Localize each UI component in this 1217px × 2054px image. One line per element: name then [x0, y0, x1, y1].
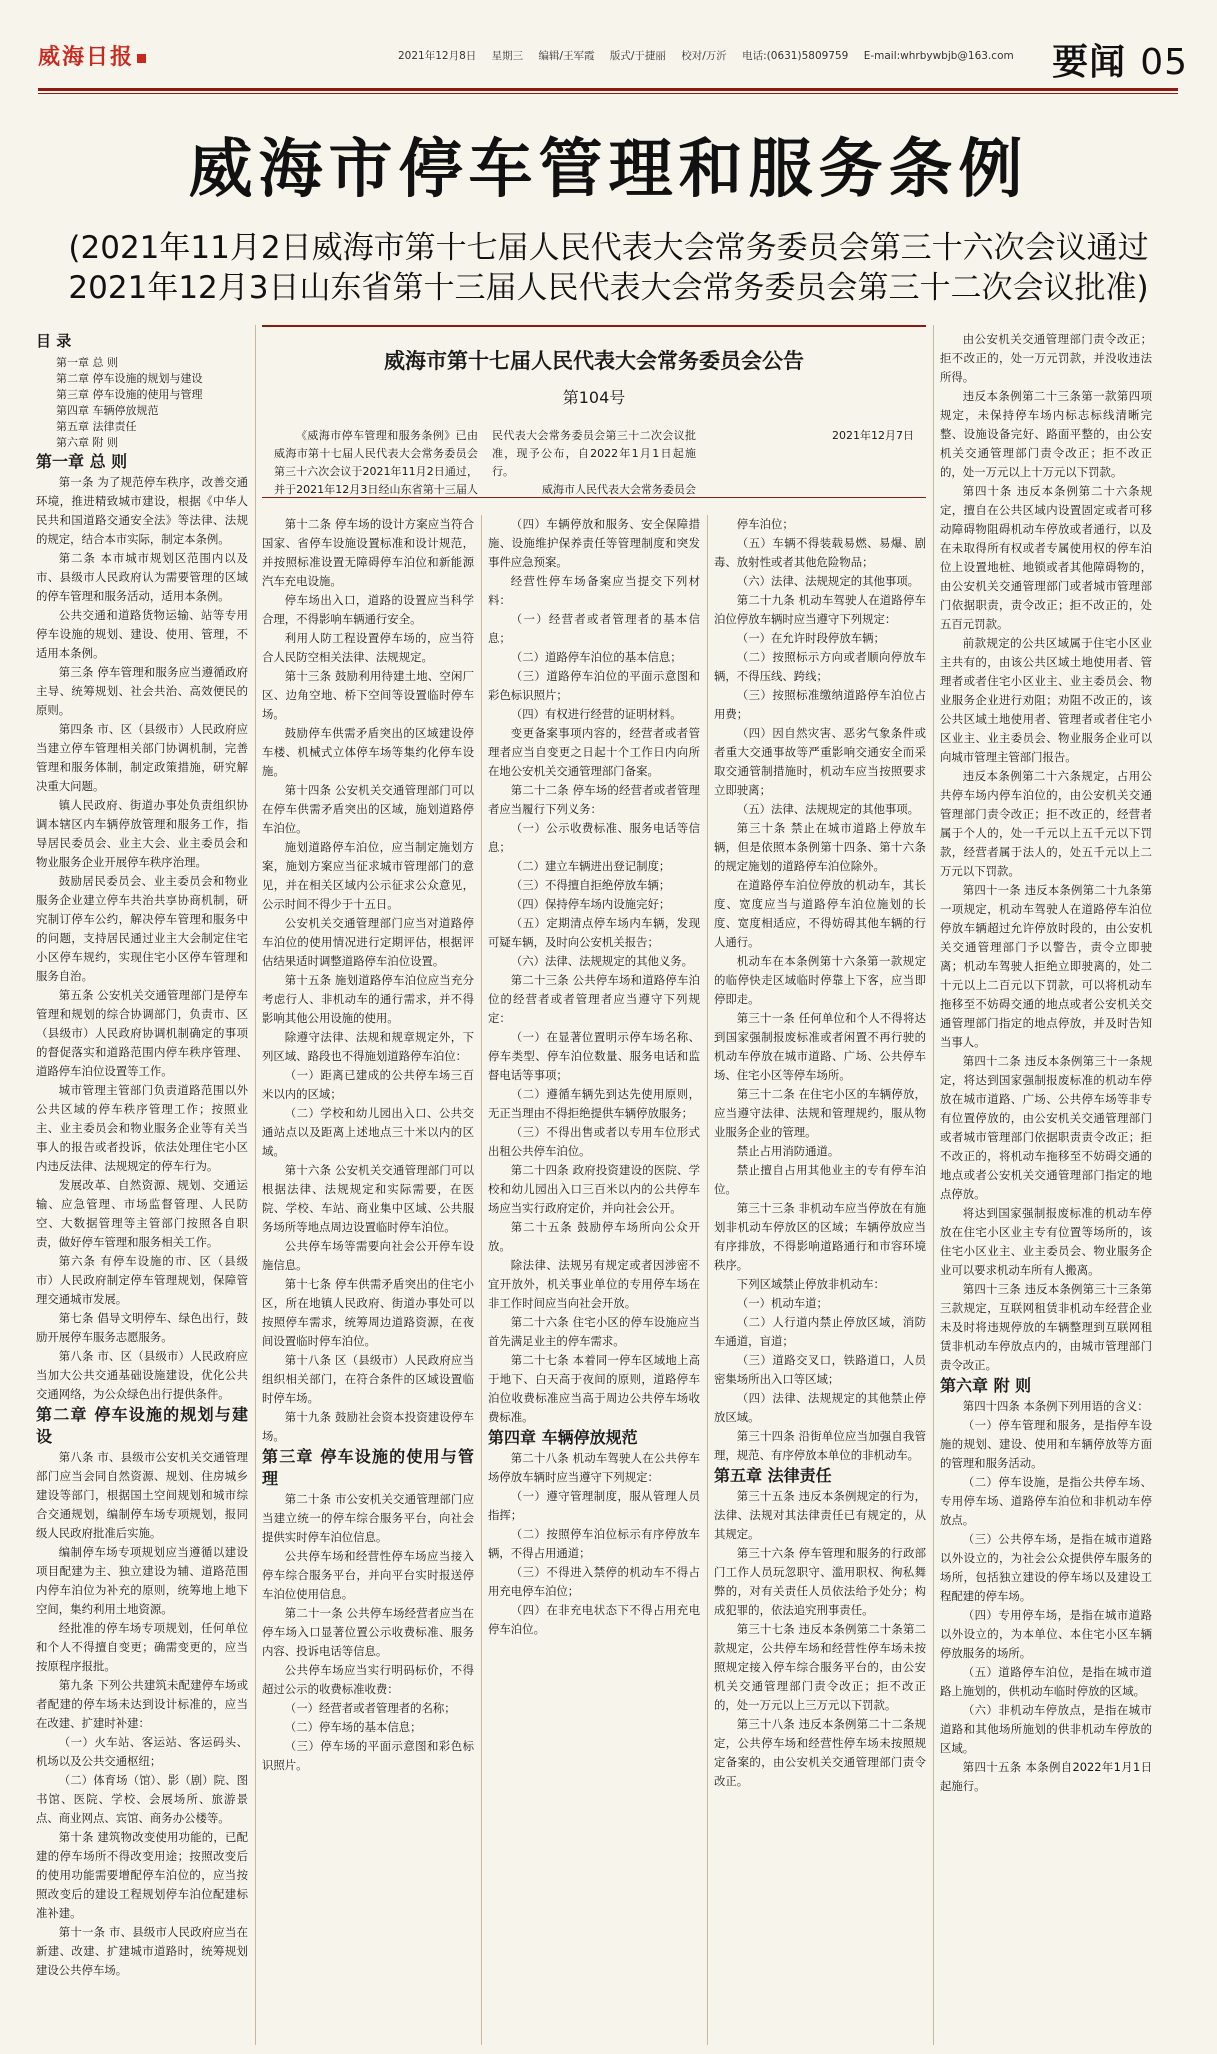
- article-paragraph: （二）停车场的基本信息；: [284, 1720, 422, 1734]
- article-paragraph: 第四十五条 本条例自2022年1月1日起施行。: [940, 1760, 1152, 1793]
- announcement-box: [262, 325, 926, 498]
- toc-heading: 目 录: [36, 332, 72, 350]
- toc-list: [36, 355, 248, 451]
- article-paragraph: 第十五条 施划道路停车泊位应当充分考虑行人、非机动车的通行需求，并不得影响其他公用设施的使用。: [262, 973, 474, 1025]
- article-paragraph: 除遵守法律、法规和规章规定外，下列区域、路段也不得施划道路停车泊位：: [262, 1030, 474, 1063]
- article-paragraph: 公共停车场和经营性停车场应当接入停车综合服务平台，并向平台实时报送停车泊位使用信息。: [262, 1549, 474, 1601]
- designer: 版式/于捷丽: [609, 50, 666, 62]
- chapter-heading: 第四章 车辆停放规范: [488, 1428, 638, 1447]
- article-paragraph: 违反本条例第二十六条规定，占用公共停车场内停车泊位的，由公安机关交通管理部门责令改正；拒不改正的，经营者属于个人的，处一千元以上五千元以下罚款，经营者属于法人的，处五千元以上二万元以下罚款。: [940, 769, 1152, 878]
- article-paragraph: （四）保持停车场内设施完好；: [510, 897, 671, 911]
- paragraph-group: [714, 1487, 926, 1791]
- page-title: 威海市停车管理和服务条例: [188, 132, 1029, 207]
- article-paragraph: （一）在显著位置明示停车场名称、停车类型、停车泊位数量、服务电话和监督电话等事项；: [488, 1030, 700, 1082]
- article-paragraph: （一）距离已建成的公共停车场三百米以内的区域；: [262, 1068, 474, 1101]
- chapter-heading: 第六章 附 则: [940, 1376, 1032, 1395]
- article-paragraph: 第二十条 市公安机关交通管理部门应当建立统一的停车综合服务平台，向社会提供实时停车泊位信息。: [262, 1492, 474, 1544]
- article-paragraph: 利用人防工程设置停车场的，应当符合人民防空相关法律、法规规定。: [262, 631, 474, 664]
- paragraph-group: [488, 1449, 700, 1639]
- article-column-3: [488, 515, 700, 2045]
- toc-item: 第四章 车辆停放规范: [56, 404, 159, 417]
- article-paragraph: 第十九条 鼓励社会资本投资建设停车场。: [262, 1410, 474, 1443]
- newspaper-logo: 威海日报: [38, 40, 146, 71]
- toc-item: 第六章 附 则: [56, 436, 118, 449]
- article-paragraph: 第二十九条 机动车驾驶人在道路停车泊位停放车辆时应当遵守下列规定：: [714, 593, 926, 626]
- column-divider: [707, 515, 708, 2045]
- article-paragraph: 镇人民政府、街道办事处负责组织协调本辖区内车辆停放管理和服务工作，指导居民委员会、业主大会、业主委员会和物业服务企业开展停车秩序治理。: [36, 798, 248, 869]
- article-paragraph: （四）专用停车场，是指在城市道路以外设立的，为本单位、本住宅小区车辆停放服务的场所。: [940, 1608, 1152, 1660]
- article-paragraph: （三）不得出售或者以专用车位形式出租公共停车泊位。: [488, 1125, 700, 1158]
- article-paragraph: （一）在允许时段停放车辆；: [736, 631, 885, 645]
- article-paragraph: （三）道路停车泊位的平面示意图和彩色标识照片；: [488, 669, 700, 702]
- paragraph-group: [36, 473, 248, 1404]
- column-divider: [481, 515, 482, 2045]
- article-paragraph: 第三十二条 在住宅小区的车辆停放，应当遵守法律、法规和管理规约，服从物业服务企业的管理。: [714, 1087, 926, 1139]
- article-paragraph: （六）法律、法规规定的其他义务。: [510, 954, 694, 968]
- editor: 编辑/王军霞: [538, 50, 595, 62]
- article-paragraph: （六）法律、法规规定的其他事项。: [736, 574, 920, 588]
- article-paragraph: 第四十一条 违反本条例第二十九条第一项规定，机动车驾驶人在道路停车泊位停放车辆超过允许停放时段的，由公安机关交通管理部门予以警告，责令立即驶离；机动车驾驶人拒绝立即驶离的，处二十元以上二百元以下罚款，可以将机动车拖移至不妨碍交通的地点或者公安机关交通管理部门指定的地点停放，并及时告知当事人。: [940, 883, 1152, 1049]
- article-paragraph: （一）火车站、客运站、客运码头、机场以及公共交通枢纽；: [36, 1735, 248, 1768]
- article-paragraph: 第三十七条 违反本条例第二十条第二款规定，公共停车场和经营性停车场未按照规定接入停车综合服务平台的，由公安机关交通管理部门责令改正；拒不改正的，处一万元以上三万元以下罚款。: [714, 1622, 926, 1712]
- seal-icon: [137, 54, 146, 63]
- article-paragraph: （二）停车设施，是指公共停车场、专用停车场、道路停车泊位和非机动车停放点。: [940, 1475, 1152, 1527]
- article-paragraph: 变更备案事项内容的，经营者或者管理者应当自变更之日起十个工作日内向所在地公安机关交通管理部门备案。: [488, 726, 700, 778]
- article-paragraph: （二）遵循车辆先到达先使用原则，无正当理由不得拒绝提供车辆停放服务；: [488, 1087, 700, 1120]
- article-paragraph: （二）体育场（馆）、影（剧）院、图书馆、医院、学校、会展场所、旅游景点、商业网点、宾馆、商务办公楼等。: [36, 1773, 248, 1825]
- paragraph-group: [262, 1490, 474, 1775]
- announcement-title: 威海市第十七届人民代表大会常务委员会公告: [384, 348, 804, 373]
- article-paragraph: （六）非机动车停放点，是指在城市道路和其他场所施划的供非机动车停放的区域。: [940, 1703, 1152, 1755]
- article-paragraph: 公共停车场等需要向社会公开停车设施信息。: [262, 1239, 474, 1272]
- article-paragraph: 停车场出入口，道路的设置应当科学合理，不得影响车辆通行安全。: [262, 593, 474, 626]
- article-paragraph: 第五条 公安机关交通管理部门是停车管理和规划的综合协调部门，负责市、区（县级市）人民政府协调机制确定的事项的督促落实和道路范围内停车秩序管理、道路停车泊位设置等工作。: [36, 988, 248, 1078]
- article-paragraph: （四）在非充电状态下不得占用充电停车泊位。: [488, 1603, 700, 1636]
- article-paragraph: 禁止占用消防通道。: [736, 1144, 840, 1158]
- article-paragraph: （二）人行道内禁止停放区域，消防车通道，盲道；: [714, 1315, 926, 1348]
- article-paragraph: 第二十四条 政府投资建设的医院、学校和幼儿园出入口三百米以内的公共停车场应当实行政府定价，并向社会公开。: [488, 1163, 700, 1215]
- article-paragraph: 第三十六条 停车管理和服务的行政部门工作人员玩忽职守、滥用职权、徇私舞弊的，对有关责任人员依法给予处分；构成犯罪的，依法追究刑事责任。: [714, 1546, 926, 1617]
- toc-item: 第三章 停车设施的使用与管理: [56, 388, 203, 401]
- section-label: 要闻 05: [1052, 42, 1188, 83]
- article-paragraph: （三）不得擅自拒绝停放车辆；: [510, 878, 671, 892]
- article-paragraph: 第二十三条 公共停车场和道路停车泊位的经营者或者管理者应当遵守下列规定：: [488, 973, 700, 1025]
- masthead: [38, 30, 1188, 88]
- issue-weekday: 星期三: [491, 50, 524, 62]
- issue-meta: [398, 48, 1026, 63]
- article-paragraph: （四）有权进行经营的证明材料。: [510, 707, 682, 721]
- article-paragraph: 第二十八条 机动车驾驶人在公共停车场停放车辆时应当遵守下列规定：: [488, 1451, 700, 1484]
- paragraph-group: [940, 1397, 1152, 1796]
- article-paragraph: （二）建立车辆进出登记制度；: [510, 859, 671, 873]
- proofreader: 校对/万沂: [681, 50, 727, 62]
- article-paragraph: 第二十七条 本着同一停车区域地上高于地下、白天高于夜间的原则，道路停车泊位收费标准应当高于周边公共停车场收费标准。: [488, 1353, 700, 1424]
- chapter-heading: 第五章 法律责任: [714, 1466, 832, 1485]
- subtitle-line-1: (2021年11月2日威海市第十七届人民代表大会常务委员会第三十六次会议通过: [68, 230, 1149, 266]
- article-paragraph: 禁止擅自占用其他业主的专有停车泊位。: [714, 1163, 926, 1196]
- article-paragraph: 第八条 市、区（县级市）人民政府应当加大公共交通基础设施建设，优化公共交通网络，为公众绿色出行提供条件。: [36, 1349, 248, 1401]
- chapter-heading: 第二章 停车设施的规划与建设: [36, 1405, 248, 1446]
- article-paragraph: 公安机关交通管理部门应当对道路停车泊位的使用情况进行定期评估，根据评估结果适时调整道路停车泊位设置。: [262, 916, 474, 968]
- article-paragraph: 第八条 市、县级市公安机关交通管理部门应当会同自然资源、规划、住房城乡建设等部门，根据国土空间规划和城市综合交通规划，编制停车场专项规划，报同级人民政府批准后实施。: [36, 1450, 248, 1540]
- issue-date: 2021年12月8日: [398, 50, 477, 62]
- article-column-4: [714, 515, 926, 2045]
- article-paragraph: 第十七条 停车供需矛盾突出的住宅小区，所在地镇人民政府、街道办事处可以按照停车需求，统筹周边道路资源，在夜间设置临时停车泊位。: [262, 1277, 474, 1348]
- email: E-mail:whrbywbjb@163.com: [863, 50, 1014, 62]
- article-paragraph: 第二条 本市城市规划区范围内以及市、县级市人民政府认为需要管理的区域的停车管理和服务活动，适用本条例。: [36, 551, 248, 603]
- column-divider: [933, 325, 934, 2045]
- article-paragraph: （一）经营者或者管理者的基本信息；: [488, 612, 700, 645]
- paragraph-group: [262, 515, 474, 1446]
- article-paragraph: 下列区域禁止停放非机动车：: [736, 1277, 885, 1291]
- article-paragraph: 第三十八条 违反本条例第二十二条规定，公共停车场和经营性停车场未按照规定备案的，由公安机关交通管理部门责令改正。: [714, 1717, 926, 1788]
- article-paragraph: 在道路停车泊位停放的机动车，其长度、宽度应当与道路停车泊位施划的长度、宽度相适应，不得妨碍其他车辆的行人通行。: [714, 878, 926, 949]
- article-paragraph: 第十二条 停车场的设计方案应当符合国家、省停车设施设置标准和设计规范，并按照标准设置无障碍停车泊位和新能源汽车充电设施。: [262, 517, 474, 588]
- article-paragraph: 城市管理主管部门负责道路范围以外公共区域的停车秩序管理工作；按照业主、业主委员会和物业服务企业等有关当事人的报告或者投诉，依法处理住宅小区内违反法律、法规规定的停车行为。: [36, 1083, 248, 1173]
- article-paragraph: 经营性停车场备案应当提交下列材料：: [488, 574, 700, 607]
- article-paragraph: 第九条 下列公共建筑未配建停车场或者配建的停车场未达到设计标准的，应当在改建、扩建时补建：: [36, 1678, 248, 1730]
- announcement-text: 《威海市停车管理和服务条例》已由威海市第十七届人民代表大会常务委员会第三十六次会议于2021年11月2日通过，并于2021年12月3日经山东省第十三届人民代表大会常务委员会第三十二次会议批准，现予公布，自2022年1月1日起施行。: [274, 429, 696, 496]
- article-paragraph: 第二十五条 鼓励停车场所向公众开放。: [488, 1220, 700, 1253]
- article-paragraph: 除法律、法规另有规定或者因涉密不宜开放外，机关事业单位的专用停车场在非工作时间应当向社会开放。: [488, 1258, 700, 1310]
- article-paragraph: （三）不得进入禁停的机动车不得占用充电停车泊位；: [488, 1565, 700, 1598]
- article-paragraph: 前款规定的公共区域属于住宅小区业主共有的，由该公共区域土地使用者、管理者或者住宅小区业主、业主委员会、物业服务企业进行劝阻；劝阻不改正的，该公共区域土地使用者、管理者或者住宅小区业主、业主委员会、物业服务企业可以向城市管理主管部门报告。: [940, 636, 1152, 764]
- article-column-5: [940, 330, 1152, 2045]
- article-paragraph: 第十四条 公安机关交通管理部门可以在停车供需矛盾突出的区域，施划道路停车泊位。: [262, 783, 474, 835]
- article-paragraph: 第二十二条 停车场的经营者或者管理者应当履行下列义务：: [488, 783, 700, 816]
- chapter-heading: 第三章 停车设施的使用与管理: [262, 1447, 474, 1488]
- article-paragraph: 第四十四条 本条例下列用语的含义：: [962, 1399, 1149, 1413]
- article-column-2: [262, 515, 474, 2045]
- article-paragraph: （五）法律、法规规定的其他事项。: [736, 802, 920, 816]
- toc-item: 第五章 法律责任: [56, 420, 137, 433]
- chapter-heading: 第一章 总 则: [36, 452, 128, 471]
- paragraph-group: [714, 515, 926, 1465]
- announcement-date: 2021年12月7日: [832, 429, 914, 442]
- article-paragraph: （四）法律、法规规定的其他禁止停放区域。: [714, 1391, 926, 1424]
- article-paragraph: 停车泊位；: [736, 517, 794, 531]
- article-paragraph: 公共交通和道路货物运输、站等专用停车设施的规划、建设、使用、管理，不适用本条例。: [36, 608, 248, 660]
- article-paragraph: 鼓励停车供需矛盾突出的区域建设停车楼、机械式立体停车场等集约化停车设施。: [262, 726, 474, 778]
- article-paragraph: 第四条 市、区（县级市）人民政府应当建立停车管理相关部门协调机制，完善管理和服务体制，制定政策措施，研究解决重大问题。: [36, 722, 248, 793]
- article-paragraph: 第四十二条 违反本条例第三十一条规定，将达到国家强制报废标准的机动车停放在城市道路、广场、公共停车场等非专有位置停放的，由公安机关交通管理部门或者城市管理部门依据职责责令改正；拒不改正的，将机动车拖移至不妨碍交通的地点或者公安机关交通管理部门指定的地点停放。: [940, 1054, 1152, 1201]
- announcement-number: 第104号: [562, 388, 626, 407]
- article-paragraph: 第二十一条 公共停车场经营者应当在停车场入口显著位置公示收费标准、服务内容、投诉电话等信息。: [262, 1606, 474, 1658]
- article-paragraph: 编制停车场专项规划应当遵循以建设项目配建为主、独立建设为辅、道路范围内停车泊位为补充的原则，统筹地上地下空间，集约利用土地资源。: [36, 1545, 248, 1616]
- article-paragraph: 第十一条 市、县级市人民政府应当在新建、改建、扩建城市道路时，统筹规划建设公共停车场。: [36, 1925, 248, 1977]
- article-paragraph: （五）车辆不得装载易燃、易爆、剧毒、放射性或者其他危险物品；: [714, 536, 926, 569]
- article-paragraph: 第三十条 禁止在城市道路上停放车辆，但是依照本条例第十四条、第十六条的规定施划的道路停车泊位除外。: [714, 821, 926, 873]
- header-rule-thin: [38, 93, 1178, 94]
- article-paragraph: 将达到国家强制报废标准的机动车停放在住宅小区业主专有位置等场所的，该住宅小区业主、业主委员会、物业服务企业可以要求机动车所有人搬离。: [940, 1206, 1152, 1277]
- article-paragraph: （四）因自然灾害、恶劣气象条件或者重大交通事故等严重影响交通安全而采取交通管制措施时，机动车应当按照要求立即驶离；: [714, 726, 926, 797]
- article-paragraph: 第三条 停车管理和服务应当遵循政府主导、统筹规划、社会共治、高效便民的原则。: [36, 665, 248, 717]
- announcement-signer: 威海市人民代表大会常务委员会: [542, 483, 696, 496]
- article-paragraph: （三）停车场的平面示意图和彩色标识照片。: [262, 1739, 474, 1772]
- article-paragraph: 由公安机关交通管理部门责令改正；拒不改正的，处一万元罚款，并没收违法所得。: [940, 332, 1152, 384]
- article-paragraph: （一）机动车道；: [736, 1296, 828, 1310]
- article-paragraph: 违反本条例第二十三条第一款第四项规定，未保持停车场内标志标线清晰完整、设施设备完好、路面平整的，由公安机关交通管理部门责令改正；拒不改正的，处一万元以上十万元以下罚款。: [940, 389, 1152, 479]
- article-paragraph: （一）停车管理和服务，是指停车设施的规划、建设、使用和车辆停放等方面的管理和服务活动。: [940, 1418, 1152, 1470]
- article-paragraph: 第二十六条 住宅小区的停车设施应当首先满足业主的停车需求。: [488, 1315, 700, 1348]
- article-column-1: [36, 328, 248, 2048]
- article-paragraph: （二）按照停车泊位标示有序停放车辆，不得占用通道；: [488, 1527, 700, 1560]
- article-paragraph: （二）道路停车泊位的基本信息；: [510, 650, 682, 664]
- article-paragraph: 公共停车场应当实行明码标价，不得超过公示的收费标准收费：: [262, 1663, 474, 1696]
- phone: 电话:(0631)5809759: [742, 50, 849, 62]
- article-paragraph: 第一条 为了规范停车秩序，改善交通环境，推进精致城市建设，根据《中华人民共和国道路交通安全法》等法律、法规的规定，结合本市实际，制定本条例。: [36, 475, 248, 546]
- article-paragraph: 第十条 建筑物改变使用功能的，已配建的停车场所不得改变用途；按照改变后的使用功能需要增配停车泊位的，应当按照改变后的建设工程规划停车泊位配建标准补建。: [36, 1830, 248, 1920]
- subtitle-line-2: 2021年12月3日山东省第十三届人民代表大会常务委员会第三十二次会议批准): [68, 270, 1149, 306]
- article-paragraph: （三）道路交叉口，铁路道口，人员密集场所出入口等区域；: [714, 1353, 926, 1386]
- article-paragraph: 经批准的停车场专项规划，任何单位和个人不得擅自变更；确需变更的，应当按原程序报批。: [36, 1621, 248, 1673]
- article-paragraph: 第三十四条 沿街单位应当加强自我管理，规范、有序停放本单位的非机动车。: [714, 1429, 926, 1462]
- article-paragraph: 发展改革、自然资源、规划、交通运输、应急管理、市场监督管理、人民防空、大数据管理等主管部门按照各自职责，做好停车管理和服务相关工作。: [36, 1178, 248, 1249]
- article-paragraph: 第十三条 鼓励利用待建土地、空闲厂区、边角空地、桥下空间等设置临时停车场。: [262, 669, 474, 721]
- article-paragraph: 鼓励居民委员会、业主委员会和物业服务企业建立停车共治共享协商机制，研究制订停车公约，解决停车管理和服务中的问题，支持居民通过业主大会制定住宅小区停车规约，实现住宅小区停车管理和服务自治。: [36, 874, 248, 983]
- article-paragraph: 第三十五条 违反本条例规定的行为，法律、法规对其法律责任已有规定的，从其规定。: [714, 1489, 926, 1541]
- announcement-body: [274, 427, 914, 499]
- page-number: 05: [1140, 42, 1188, 83]
- paragraph-group: [36, 1448, 248, 1980]
- article-paragraph: （一）公示收费标准、服务电话等信息；: [488, 821, 700, 854]
- article-paragraph: （二）按照标示方向或者顺向停放车辆，不得压线、跨线；: [714, 650, 926, 683]
- article-paragraph: 第四十条 违反本条例第二十六条规定，擅自在公共区域内设置固定或者可移动障碍物阻碍机动车停放或者通行，以及在未取得所有权或者专属使用权的停车泊位上设置地桩、地锁或者其他障碍物的，由公安机关交通管理部门或者城市管理部门依据职责，责令改正；拒不改正的，处五百元罚款。: [940, 484, 1152, 631]
- article-paragraph: 第四十三条 违反本条例第三十三条第三款规定，互联网租赁非机动车经营企业未及时将违规停放的车辆整理到互联网租赁非机动车停放点内的，由城市管理部门责令改正。: [940, 1282, 1152, 1372]
- toc-item: 第一章 总 则: [56, 356, 118, 369]
- paragraph-group: [488, 515, 700, 1427]
- article-paragraph: （三）按照标准缴纳道路停车泊位占用费；: [714, 688, 926, 721]
- article-paragraph: （一）经营者或者管理者的名称；: [284, 1701, 456, 1715]
- article-paragraph: （三）公共停车场，是指在城市道路以外设立的，为社会公众提供停车服务的场所，包括独立建设的停车场以及建设工程配建的停车场。: [940, 1532, 1152, 1603]
- toc-item: 第二章 停车设施的规划与建设: [56, 372, 203, 385]
- article-paragraph: （五）道路停车泊位，是指在城市道路上施划的，供机动车临时停放的区域。: [940, 1665, 1152, 1698]
- paragraph-group: [940, 330, 1152, 1375]
- column-divider: [255, 325, 256, 2045]
- article-paragraph: 施划道路停车泊位，应当制定施划方案，施划方案应当征求城市管理部门的意见，并在相关区域内公示征求公众意见，公示时间不得少于十五日。: [262, 840, 474, 911]
- article-paragraph: （五）定期清点停车场内车辆，发现可疑车辆，及时向公安机关报告；: [488, 916, 700, 949]
- article-paragraph: 第七条 倡导文明停车、绿色出行，鼓励开展停车服务志愿服务。: [36, 1311, 248, 1344]
- article-paragraph: （四）车辆停放和服务、安全保障措施、设施维护保养责任等管理制度和突发事件应急预案。: [488, 517, 700, 569]
- header-rule: [38, 88, 1178, 91]
- article-paragraph: （二）学校和幼儿园出入口、公共交通站点以及距离上述地点三十米以内的区域。: [262, 1106, 474, 1158]
- article-paragraph: 第三十三条 非机动车应当停放在有施划非机动车停放区的区域；车辆停放应当有序排放，不得影响道路通行和市容环境秩序。: [714, 1201, 926, 1272]
- article-paragraph: （一）遵守管理制度，服从管理人员指挥；: [488, 1489, 700, 1522]
- article-paragraph: 第三十一条 任何单位和个人不得将达到国家强制报废标准或者闲置不再行驶的机动车停放在城市道路、广场、公共停车场、住宅小区等停车场所。: [714, 1011, 926, 1082]
- article-paragraph: 第六条 有停车设施的市、区（县级市）人民政府制定停车管理规划，保障管理交通城市发展。: [36, 1254, 248, 1306]
- article-paragraph: 第十六条 公安机关交通管理部门可以根据法律、法规规定和实际需要，在医院、学校、车站、商业集中区域、公共服务场所等地点周边设置临时停车泊位。: [262, 1163, 474, 1234]
- article-paragraph: 第十八条 区（县级市）人民政府应当组织相关部门，在符合条件的区域设置临时停车场。: [262, 1353, 474, 1405]
- article-paragraph: 机动车在本条例第十六条第一款规定的临停快走区域临时停靠上下客，应当即停即走。: [714, 954, 926, 1006]
